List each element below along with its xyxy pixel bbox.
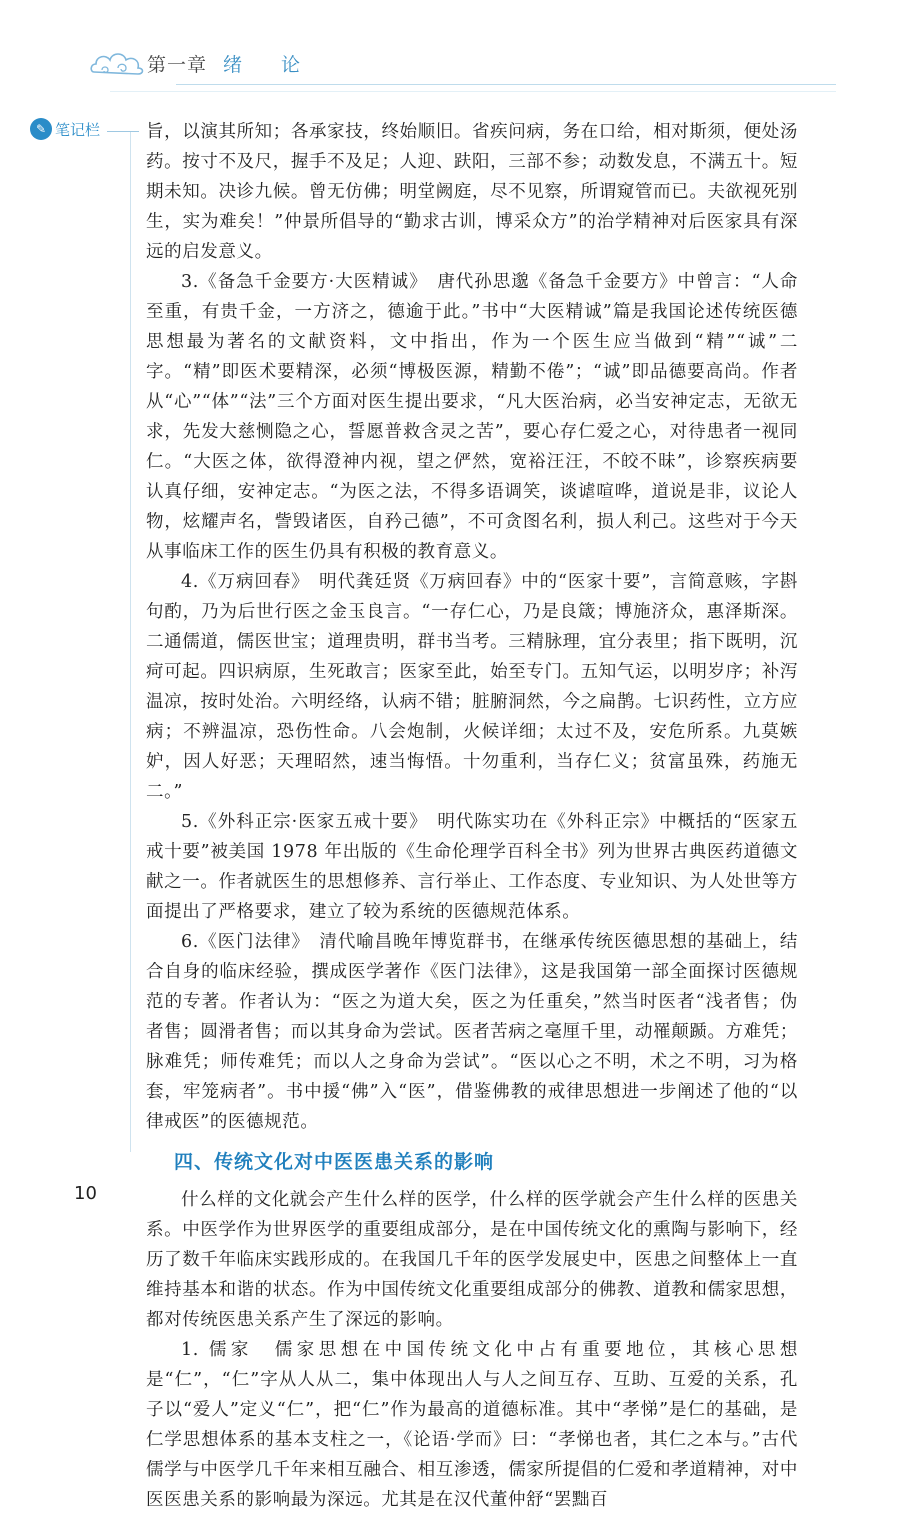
body-text <box>146 117 798 1515</box>
notes-divider <box>107 131 139 132</box>
header-divider-light <box>110 91 836 92</box>
paragraph: 什么样的文化就会产生什么样的医学，什么样的医学就会产生什么样的医患关系。中医学作为世界医学的重要组成部分，是在中国传统文化的熏陶与影响下，经历了数千年临床实践形成的。在我国几千年的医学发展史中，医患之间整体上一直维持基本和谐的状态。作为中国传统文化重要组成部分的佛教、道教和儒家思想，都对传统医患关系产生了深远的影响。 <box>146 1190 798 1330</box>
cloud-ornament-icon <box>88 42 148 82</box>
notes-label: 笔记栏 <box>55 120 101 139</box>
notes-badge <box>30 118 100 140</box>
pencil-note-icon: ✎ <box>30 118 52 140</box>
paragraph: 6.《医门法律》 清代喻昌晚年博览群书，在继承传统医德思想的基础上，结合自身的临床经验，撰成医学著作《医门法律》，这是我国第一部全面探讨医德规范的专著。作者认为：“医之为道大矣，医之为任重矣，”然当时医者“浅者售；伪者售；圆滑者售；而以其身命为尝试。医者苦病之毫厘千里，动罹颠踬。方难凭；脉难凭；师传难凭；而以人之身命为尝试”。“医以心之不明，术之不明，习为格套，牢笼病者”。书中援“佛”入“医”，借鉴佛教的戒律思想进一步阐述了他的“以律戒医”的医德规范。 <box>146 932 798 1132</box>
paragraph: 4.《万病回春》 明代龚廷贤《万病回春》中的“医家十要”，言简意赅，字斟句酌，乃为后世行医之金玉良言。“一存仁心，乃是良箴；博施济众，惠泽斯深。二通儒道，儒医世宝；道理贵明，群书当考。三精脉理，宜分表里；指下既明，沉疴可起。四识病原，生死敢言；医家至此，始至专门。五知气运，以明岁序；补泻温凉，按时处治。六明经络，认病不错；脏腑洞然，今之扁鹊。七识药性，立方应病；不辨温凉，恐伤性命。八会炮制，火候详细；太过不及，安危所系。九莫嫉妒，因人好恶；天理昭然，速当悔悟。十勿重利，当存仁义；贫富虽殊，药施无二。” <box>146 572 798 802</box>
paragraph: 1. 儒家 儒家思想在中国传统文化中占有重要地位，其核心思想是“仁”，“仁”字从人从二，集中体现出人与人之间互存、互助、互爱的关系，孔子以“爱人”定义“仁”，把“仁”作为最高的道德标准。其中“孝悌”是仁的基础，是仁学思想体系的基本支柱之一，《论语·学而》曰：“孝悌也者，其仁之本与。”古代儒学与中医学几千年来相互融合、相互渗透，儒家所提倡的仁爱和孝道精神，对中医医患关系的影响最为深远。尤其是在汉代董仲舒“罢黜百 <box>146 1340 798 1510</box>
page-number: 10 <box>74 1183 97 1204</box>
paragraph: 3.《备急千金要方·大医精诚》 唐代孙思邈《备急千金要方》中曾言：“人命至重，有贵千金，一方济之，德逾于此。”书中“大医精诚”篇是我国论述传统医德思想最为著名的文献资料，文中指出，作为一个医生应当做到“精”“诚”二字。“精”即医术要精深，必须“博极医源，精勤不倦”；“诚”即品德要高尚。作者从“心”“体”“法”三个方面对医生提出要求，“凡大医治病，必当安神定志，无欲无求，先发大慈恻隐之心，誓愿普救含灵之苦”，要心存仁爱之心，对待患者一视同仁。“大医之体，欲得澄神内视，望之俨然，宽裕汪汪，不皎不昧”，诊察疾病要认真仔细，安神定志。“为医之法，不得多语调笑，谈谑喧哗，道说是非，议论人物，炫耀声名，訾毁诸医，自矜己德”，不可贪图名利，损人利己。这些对于今天从事临床工作的医生仍具有积极的教育意义。 <box>146 272 798 562</box>
chapter-title: 绪 论 <box>223 54 311 76</box>
paragraph: 5.《外科正宗·医家五戒十要》 明代陈实功在《外科正宗》中概括的“医家五戒十要”被美国 1978 年出版的《生命伦理学百科全书》列为世界古典医药道德文献之一。作者就医生的思想修养、言行举止、工作态度、专业知识、为人处世等方面提出了严格要求，建立了较为系统的医德规范体系。 <box>146 812 798 922</box>
paragraph: 旨，以演其所知；各承家技，终始顺旧。省疾问病，务在口给，相对斯须，便处汤药。按寸不及尺，握手不及足；人迎、趺阳，三部不参；动数发息，不满五十。短期未知。决诊九候。曾无仿佛；明堂阙庭，尽不见察，所谓窥管而已。夫欲视死别生，实为难矣！”仲景所倡导的“勤求古训，博采众方”的治学精神对后医家具有深远的启发意义。 <box>146 122 798 262</box>
page-header <box>0 0 900 110</box>
header-divider <box>176 84 836 85</box>
chapter-heading <box>147 50 310 77</box>
chapter-label: 第一章 <box>147 54 208 76</box>
section-heading: 四、传统文化对中医医患关系的影响 <box>174 1151 495 1173</box>
notes-margin-rule <box>130 132 131 1152</box>
